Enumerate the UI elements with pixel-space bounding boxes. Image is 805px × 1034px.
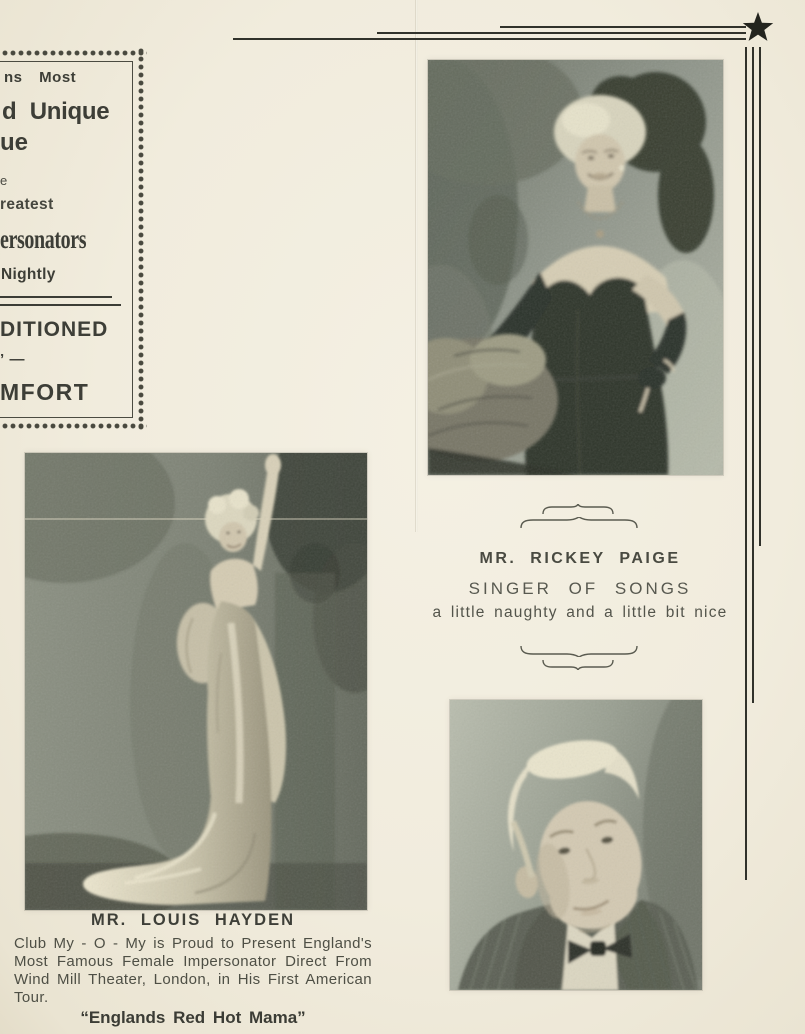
ad-line-3: ue [0,129,29,156]
ad-border-bottom [0,420,147,432]
ad-line-6: ersonators [0,224,87,254]
ad-line-2: d Unique [2,98,110,125]
page-fold-crease [415,0,418,532]
brace-ornament-top-small [541,504,615,514]
photo-bowtie-portrait [450,700,702,990]
hayden-blurb: Club My - O - My is Proud to Present England's Most Famous Female Impersonator Direct From Wind Mill Theater, London, in His First American Tour. [14,935,372,1006]
performer-role: SINGER OF SONGS [468,579,692,598]
ad-border-top [0,47,147,59]
photo-louis-hayden [25,453,367,910]
ad-line-9: ’ — [0,351,26,368]
ad-line-4: e [0,173,8,188]
ad-line-8: DITIONED [0,318,109,341]
ad-border-right [135,47,147,432]
performer-name: MR. RICKEY PAIGE [479,550,681,567]
deco-vline-outer [759,47,761,546]
performer-tagline: a little naughty and a little bit nice [432,604,728,621]
brace-ornament-top-large [518,517,640,528]
deco-hline-middle [377,32,746,34]
hayden-name: MR. LOUIS HAYDEN [91,911,295,929]
deco-hline-top [500,26,746,28]
brace-ornament-bottom-small [541,660,615,670]
ad-rule-short [0,296,112,298]
brace-ornament-bottom-large [518,646,640,657]
hayden-quote: “Englands Red Hot Mama” [80,1008,306,1027]
ad-line-1: ns Most [4,69,77,86]
deco-vline-inner [745,47,747,880]
ad-line-5: reatest [0,196,54,213]
hayden-caption [14,911,372,1028]
ad-line-7: Nightly [1,266,56,283]
ad-line-10: MFORT [0,379,90,405]
corner-star-icon [742,12,774,44]
ad-rule-long [0,304,121,306]
deco-vline-middle [752,47,754,703]
photo-rickey-paige [428,60,723,475]
rickey-billing [430,550,730,622]
deco-hline-bottom [233,38,746,40]
